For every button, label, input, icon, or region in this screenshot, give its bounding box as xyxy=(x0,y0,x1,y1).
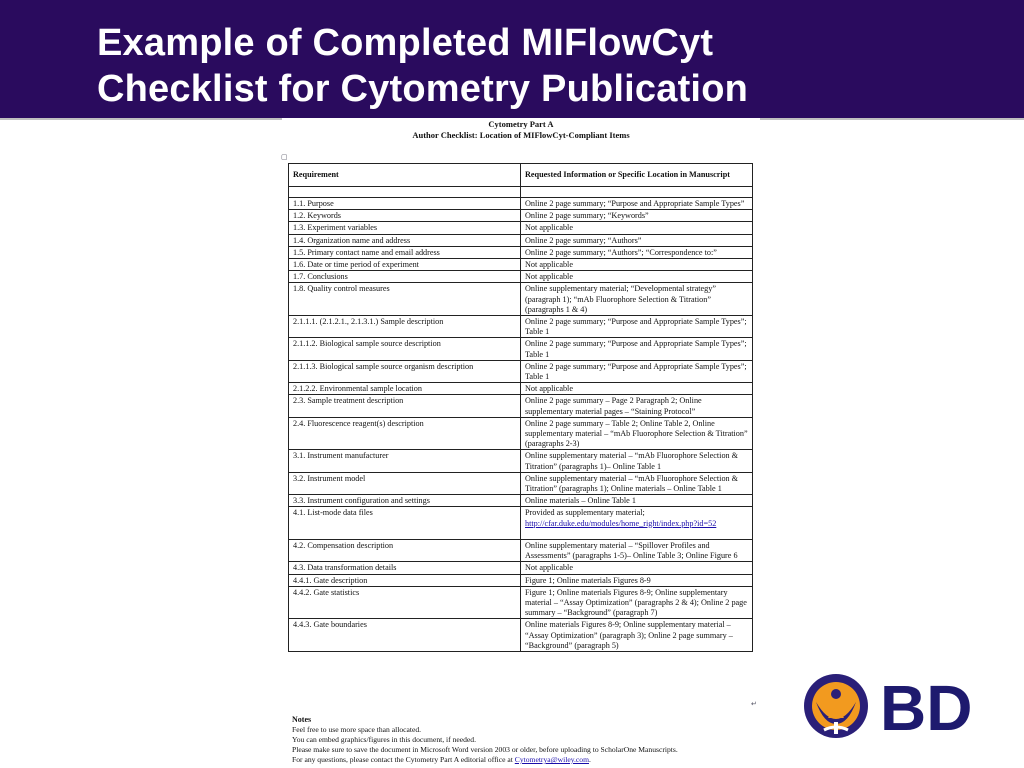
notes-title: Notes xyxy=(292,715,312,724)
location-cell xyxy=(521,574,753,586)
bd-logo-text: BD xyxy=(880,672,973,744)
location-text: Not applicable xyxy=(525,272,573,282)
checklist-heading: Author Checklist: Location of MIFlowCyt-Compliant Items xyxy=(412,130,630,140)
table-row xyxy=(289,619,753,652)
requirement-cell: 1.7. Conclusions xyxy=(289,271,521,283)
requirement-cell: 4.4.3. Gate boundaries xyxy=(289,619,521,652)
location-text: Online 2 page summary; “Keywords” xyxy=(525,211,649,221)
requirement-cell: 2.1.1.3. Biological sample source organism description xyxy=(289,360,521,382)
slide-title-line-1: Example of Completed MIFlowCyt xyxy=(97,22,714,64)
table-row xyxy=(289,222,753,234)
location-text: Online supplementary material – “mAb Fluorophore Selection & Titration” (paragraphs 1); Online materials – Online Table 1 xyxy=(525,473,739,494)
table-row xyxy=(289,507,753,539)
location-cell xyxy=(521,316,753,338)
location-cell xyxy=(521,383,753,395)
requirement-cell: 1.4. Organization name and address xyxy=(289,234,521,246)
location-text: Online supplementary material – “Spillover Profiles and Assessments” (paragraphs 1-5)– Online Table 3; Online Figure 6 xyxy=(525,540,738,561)
requirement-cell: 1.8. Quality control measures xyxy=(289,283,521,316)
requirement-cell: 3.2. Instrument model xyxy=(289,472,521,494)
location-cell xyxy=(521,417,753,450)
location-text: Online 2 page summary; “Authors” xyxy=(525,235,642,245)
requirement-cell: 1.3. Experiment variables xyxy=(289,222,521,234)
location-text: Online 2 page summary; “Purpose and Appropriate Sample Types”; Table 1 xyxy=(525,361,747,382)
location-text: Figure 1; Online materials Figures 8-9 xyxy=(525,575,651,585)
table-body xyxy=(289,187,753,652)
contact-text: For any questions, please contact the Cytometry Part A editorial office at xyxy=(292,755,513,764)
location-cell xyxy=(521,246,753,258)
location-text: Online 2 page summary; “Purpose and Appropriate Sample Types”; Table 1 xyxy=(525,339,747,359)
location-cell xyxy=(521,338,753,360)
data-files-link[interactable]: http://cfar.duke.edu/modules/home_right/index.php?id=52 xyxy=(525,518,717,528)
location-text: Online materials Figures 8-9; Online supplementary material – “Assay Optimization” (paragraph 3); Online 2 page summary – “Background” (paragraph 5) xyxy=(525,620,733,650)
requirement-cell: 4.3. Data transformation details xyxy=(289,562,521,574)
location-text: Not applicable xyxy=(525,260,573,270)
table-row xyxy=(289,383,753,395)
checklist-document xyxy=(282,118,760,768)
location-cell xyxy=(521,395,753,417)
location-cell xyxy=(521,539,753,561)
table-row xyxy=(289,283,753,316)
note-line: Please make sure to save the document in Microsoft Word version 2003 or older, before uploading to ScholarOne Manuscripts. xyxy=(292,745,678,754)
location-text: Online 2 page summary – Table 2; Online Table 2, Online supplementary material – “mAb Fluorophore Selection & Titration” (paragraphs 2-3) xyxy=(525,418,748,449)
requirement-cell: 2.1.1.2. Biological sample source description xyxy=(289,338,521,360)
table-row xyxy=(289,574,753,586)
table-row xyxy=(289,450,753,472)
location-cell xyxy=(521,187,753,198)
location-cell xyxy=(521,507,753,539)
location-text: Not applicable xyxy=(525,563,573,573)
requirement-cell xyxy=(289,187,521,198)
slide-title-line-2: Checklist for Cytometry Publication xyxy=(97,68,749,110)
table-row xyxy=(289,495,753,507)
location-cell xyxy=(521,283,753,316)
location-cell xyxy=(521,271,753,283)
table-row xyxy=(289,271,753,283)
slide-title xyxy=(97,20,748,112)
table-row xyxy=(289,234,753,246)
location-cell xyxy=(521,222,753,234)
table-row xyxy=(289,395,753,417)
contact-email-link[interactable]: Cytometrya@wiley.com xyxy=(514,755,589,764)
location-cell xyxy=(521,495,753,507)
table-row xyxy=(289,586,753,619)
requirement-cell: 3.1. Instrument manufacturer xyxy=(289,450,521,472)
requirement-cell: 2.1.2.2. Environmental sample location xyxy=(289,383,521,395)
contact-suffix: . xyxy=(588,755,591,764)
note-contact xyxy=(292,755,762,765)
table-row xyxy=(289,187,753,198)
location-text: Online 2 page summary – Page 2 Paragraph 2; Online supplementary material pages – “Staining Protocol” xyxy=(525,396,702,416)
requirement-cell: 4.2. Compensation description xyxy=(289,539,521,561)
location-cell xyxy=(521,234,753,246)
location-text: Not applicable xyxy=(525,223,573,233)
table-row xyxy=(289,338,753,360)
location-text: Not applicable xyxy=(525,384,573,394)
table-row xyxy=(289,210,753,222)
column-header-location: Requested Information or Specific Location in Manuscript xyxy=(521,164,753,187)
journal-name: Cytometry Part A xyxy=(488,119,554,129)
table-end-mark-icon: ↵ xyxy=(751,700,757,708)
table-row xyxy=(289,417,753,450)
location-text: Online 2 page summary; “Purpose and Appropriate Sample Types”; Table 1 xyxy=(525,317,747,337)
checklist-table xyxy=(288,163,753,652)
requirement-cell: 1.1. Purpose xyxy=(289,198,521,210)
location-cell xyxy=(521,562,753,574)
column-header-requirement: Requirement xyxy=(289,164,521,187)
table-row xyxy=(289,259,753,271)
location-cell xyxy=(521,586,753,619)
requirement-cell: 1.5. Primary contact name and email address xyxy=(289,246,521,258)
table-row xyxy=(289,316,753,338)
table-row xyxy=(289,246,753,258)
location-cell xyxy=(521,198,753,210)
table-header-row xyxy=(289,164,753,187)
requirement-cell: 4.4.2. Gate statistics xyxy=(289,586,521,619)
requirement-cell: 2.1.1.1. (2.1.2.1., 2.1.3.1.) Sample description xyxy=(289,316,521,338)
bd-logo xyxy=(804,672,982,744)
requirement-cell: 4.4.1. Gate description xyxy=(289,574,521,586)
location-text: Online 2 page summary; “Purpose and Appropriate Sample Types” xyxy=(525,199,745,208)
requirement-cell: 4.1. List-mode data files xyxy=(289,507,521,539)
table-row xyxy=(289,472,753,494)
location-text: Online supplementary material; “Developmental strategy” (paragraph 1); “mAb Fluorophore Selection & Titration” (paragraphs 1 & 4) xyxy=(525,284,716,314)
location-text: Online supplementary material – “mAb Fluorophore Selection & Titration” (paragraphs 1)– Online Table 1 xyxy=(525,451,739,471)
title-banner xyxy=(0,0,1024,120)
table-row xyxy=(289,539,753,561)
requirement-cell: 3.3. Instrument configuration and settings xyxy=(289,495,521,507)
location-text: Provided as supplementary material; xyxy=(525,508,645,518)
note-line: You can embed graphics/figures in this document, if needed. xyxy=(292,735,476,744)
location-cell xyxy=(521,259,753,271)
cell-spacer xyxy=(525,529,748,539)
location-text: Figure 1; Online materials Figures 8-9; Online supplementary material – “Assay Optimization” (paragraphs 2 & 4); Online 2 page summary – “Background” (paragraph 7) xyxy=(525,587,747,618)
table-row xyxy=(289,198,753,210)
location-text: Online 2 page summary; “Authors”; “Correspondence to:” xyxy=(525,247,717,257)
location-cell xyxy=(521,619,753,652)
requirement-cell: 2.4. Fluorescence reagent(s) description xyxy=(289,417,521,450)
table-row xyxy=(289,360,753,382)
requirement-cell: 2.3. Sample treatment description xyxy=(289,395,521,417)
location-cell xyxy=(521,450,753,472)
requirement-cell: 1.2. Keywords xyxy=(289,210,521,222)
location-cell xyxy=(521,472,753,494)
location-text: Online materials – Online Table 1 xyxy=(525,496,636,506)
table-row xyxy=(289,562,753,574)
document-header xyxy=(282,119,760,141)
table-anchor-icon: ▢ xyxy=(281,153,288,161)
note-line: Feel free to use more space than allocated. xyxy=(292,725,422,734)
bd-logo-mark-icon xyxy=(804,674,868,738)
location-cell xyxy=(521,360,753,382)
requirement-cell: 1.6. Date or time period of experiment xyxy=(289,259,521,271)
location-cell xyxy=(521,210,753,222)
notes-section xyxy=(292,715,762,765)
